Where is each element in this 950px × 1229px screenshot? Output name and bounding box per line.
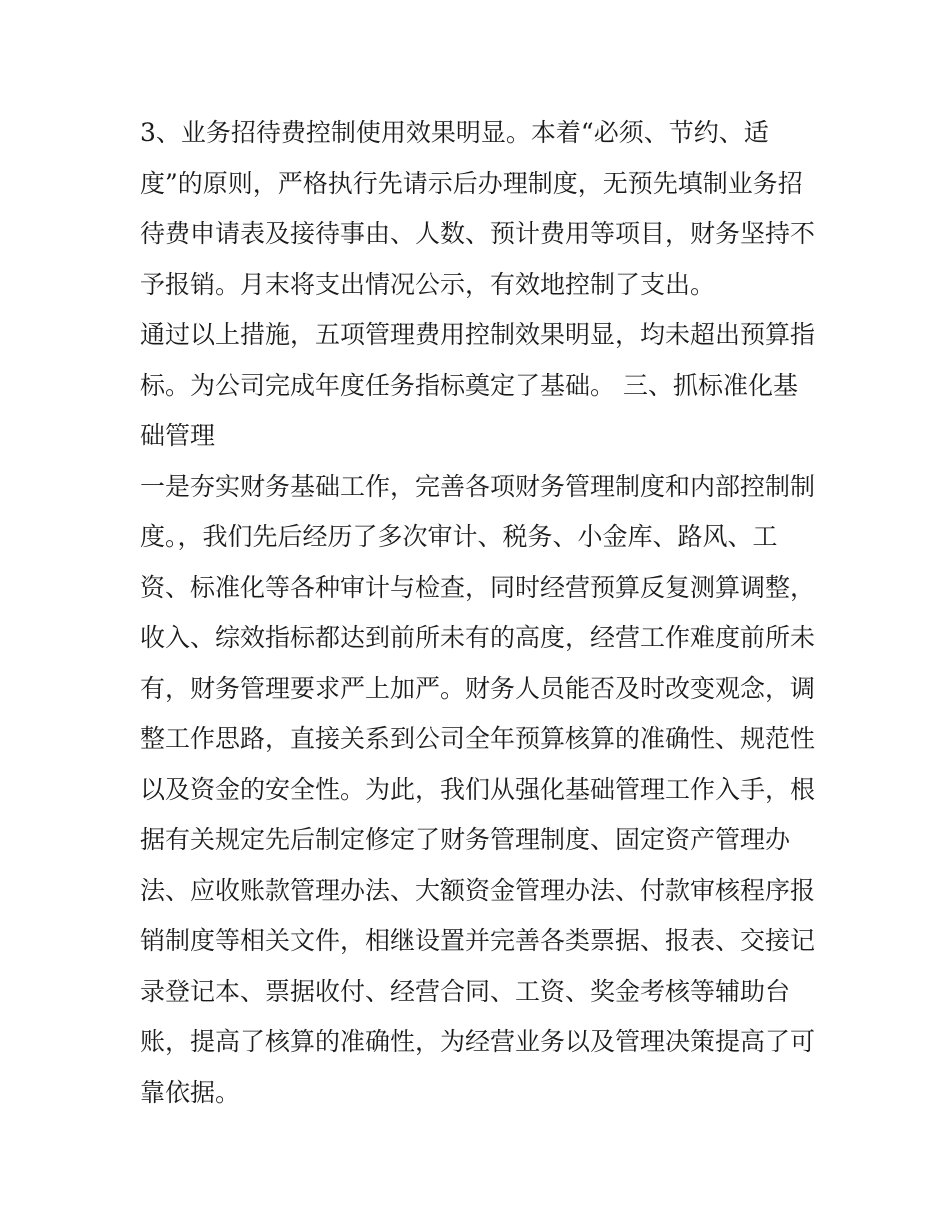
text-line: 账，提高了核算的准确性，为经营业务以及管理决策提高了可	[140, 1027, 816, 1056]
text-line: 通过以上措施，五项管理费用控制效果明显，均未超出预算指	[140, 320, 816, 349]
text-line: 3、业务招待费控制使用效果明显。本着“必须、节约、适	[140, 118, 769, 147]
text-line: 标。为公司完成年度任务指标奠定了基础。 三、抓标准化基	[140, 370, 798, 400]
text-line: 待费申请表及接待事由、人数、预计费用等项目，财务坚持不	[140, 219, 816, 248]
text-line: 录登记本、票据收付、经营合同、工资、奖金考核等辅助台	[140, 976, 791, 1006]
text-line: 一是夯实财务基础工作，完善各项财务管理制度和内部控制制	[140, 471, 816, 501]
text-line: 度”的原则，严格执行先请示后办理制度，无预先填制业务招	[140, 168, 803, 198]
text-line: 有，财务管理要求严上加严。财务人员能否及时改变观念，调	[140, 673, 816, 703]
text-line: 度。，我们先后经历了多次审计、税务、小金库、路风、工	[140, 522, 778, 551]
text-line: 销制度等相关文件，相继设置并完善各类票据、报表、交接记	[140, 926, 816, 955]
text-line: 整工作思路，直接关系到公司全年预算核算的准确性、规范性	[140, 724, 816, 753]
text-line: 以及资金的安全性。为此，我们从强化基础管理工作入手，根	[140, 774, 816, 804]
text-line: 据有关规定先后制定修定了财务管理制度、固定资产管理办	[140, 825, 791, 854]
document-body	[140, 108, 820, 1118]
text-line: 靠依据。	[140, 1077, 241, 1107]
text-line: 收入、综效指标都达到前所未有的高度，经营工作难度前所未	[140, 623, 816, 652]
text-line: 资、标准化等各种审计与检查，同时经营预算反复测算调整，	[140, 572, 816, 602]
text-line: 予报销。月末将支出情况公示，有效地控制了支出。	[140, 269, 716, 299]
text-line: 础管理	[140, 421, 216, 450]
text-line: 法、应收账款管理办法、大额资金管理办法、付款审核程序报	[140, 875, 816, 905]
